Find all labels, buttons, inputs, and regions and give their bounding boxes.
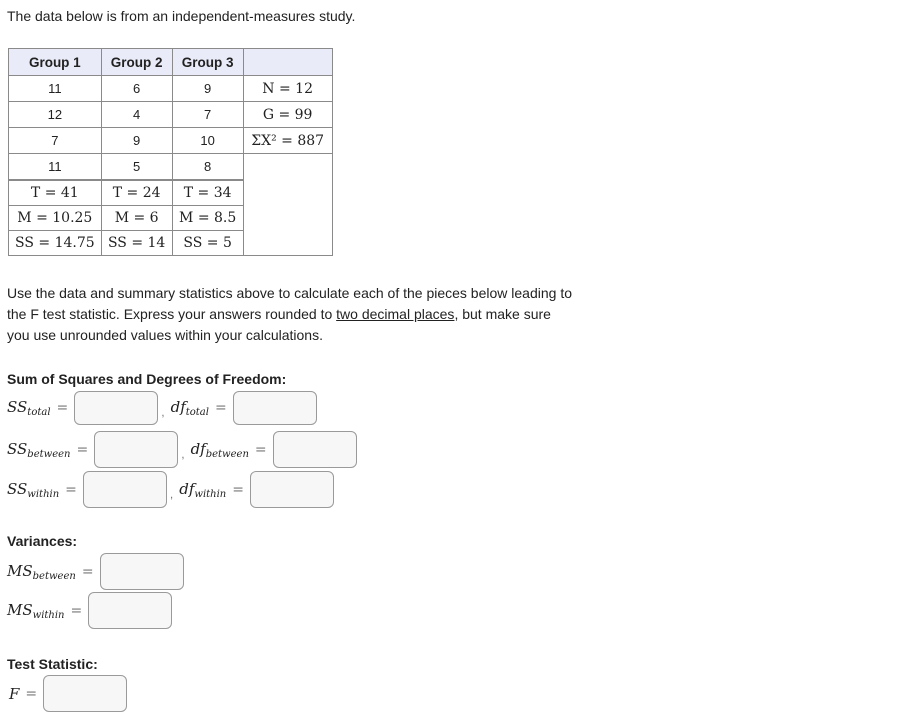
equals: = (25, 685, 38, 702)
equals: = (65, 481, 77, 498)
row-between (7, 431, 357, 468)
cell: 8 (172, 154, 243, 181)
instructions (7, 283, 577, 346)
instructions-part1: Use the data and summary statistics above to calculate each of the pieces below leading to the F test statistic. Express your answers rounded to (7, 285, 572, 322)
ss-within-input[interactable] (83, 471, 167, 508)
cell: 5 (101, 154, 172, 181)
blank-cell (243, 154, 332, 256)
ms-between-label: $MS_{between}$ (7, 561, 76, 582)
cell: 11 (9, 154, 102, 181)
cell: 6 (101, 76, 172, 102)
ss-between-input[interactable] (94, 431, 178, 468)
t-group-3: T = 34 (172, 180, 243, 206)
df-within-label: $df_{within}$ (179, 479, 227, 500)
equals: = (70, 602, 83, 619)
ms-within-label: $MS_{within}$ (7, 600, 65, 621)
comma: , (161, 405, 165, 419)
row-f (9, 675, 127, 712)
row-within (7, 471, 334, 508)
ss-total-input[interactable] (74, 391, 158, 425)
df-between-label: $df_{between}$ (190, 439, 249, 460)
total-g: G = 99 (243, 102, 332, 128)
df-between-input[interactable] (273, 431, 357, 468)
df-within-input[interactable] (250, 471, 334, 508)
intro-text: The data below is from an independent-measures study. (7, 8, 356, 24)
equals: = (232, 481, 244, 498)
ss-group-2: SS = 14 (101, 231, 172, 256)
table-row (9, 154, 333, 181)
instructions-underlined: two decimal places (336, 306, 455, 322)
m-group-2: M = 6 (101, 206, 172, 231)
cell: 9 (172, 76, 243, 102)
row-ms-within (7, 592, 172, 629)
total-n: N = 12 (243, 76, 332, 102)
cell: 9 (101, 128, 172, 154)
cell: 4 (101, 102, 172, 128)
df-total-label: $df_{total}$ (170, 398, 209, 418)
ms-between-input[interactable] (100, 553, 184, 590)
header-blank (243, 49, 332, 76)
equals: = (254, 441, 267, 458)
section-test-title: Test Statistic: (7, 656, 98, 672)
ss-within-label: $SS_{within}$ (7, 479, 60, 500)
equals: = (56, 400, 69, 416)
t-group-2: T = 24 (101, 180, 172, 206)
ms-within-input[interactable] (88, 592, 172, 629)
m-group-3: M = 8.5 (172, 206, 243, 231)
row-ms-between (7, 553, 184, 590)
equals: = (81, 563, 94, 580)
f-label: F (9, 684, 20, 703)
cell: 11 (9, 76, 102, 102)
ss-between-label: $SS_{between}$ (7, 439, 71, 460)
cell: 12 (9, 102, 102, 128)
cell: 10 (172, 128, 243, 154)
equals: = (214, 400, 227, 416)
ss-group-1: SS = 14.75 (9, 231, 102, 256)
data-table (8, 48, 333, 256)
cell: 7 (9, 128, 102, 154)
t-group-1: T = 41 (9, 180, 102, 206)
instructions-part2: , but make sure you use unrounded values within your calculations. (7, 306, 551, 343)
ss-group-3: SS = 5 (172, 231, 243, 256)
header-group-2: Group 2 (101, 49, 172, 76)
table-row (9, 128, 333, 154)
equals: = (76, 441, 89, 458)
header-group-1: Group 1 (9, 49, 102, 76)
cell: 7 (172, 102, 243, 128)
m-group-1: M = 10.25 (9, 206, 102, 231)
ss-total-label: $SS_{total}$ (7, 398, 51, 418)
table-row (9, 76, 333, 102)
df-total-input[interactable] (233, 391, 317, 425)
table-row (9, 102, 333, 128)
comma: , (181, 446, 185, 461)
f-input[interactable] (43, 675, 127, 712)
header-group-3: Group 3 (172, 49, 243, 76)
comma: , (169, 486, 174, 501)
section-ss-df-title: Sum of Squares and Degrees of Freedom: (7, 371, 287, 387)
total-sum-x-squared: ΣX² = 887 (243, 128, 332, 154)
row-total (7, 391, 317, 425)
section-variances-title: Variances: (7, 533, 78, 549)
